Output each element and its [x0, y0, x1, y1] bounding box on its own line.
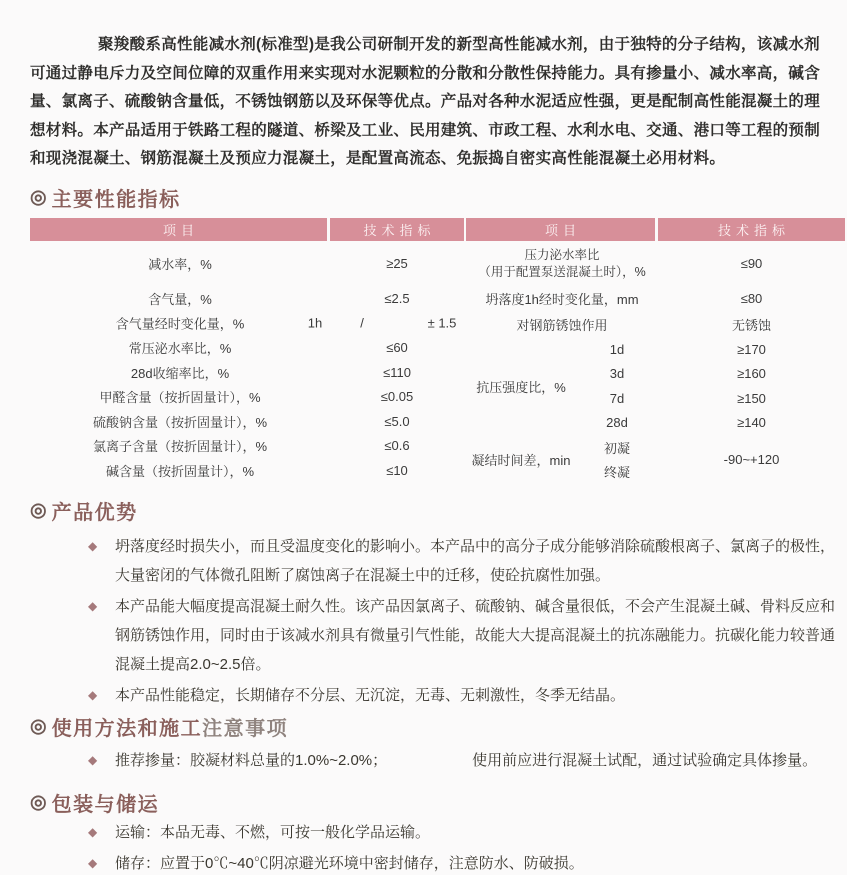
diamond-bullet-icon: ◆: [88, 599, 98, 613]
setting-final: 终凝: [603, 464, 630, 480]
section-marker-icon: ◎: [30, 187, 47, 208]
strength-value: ≥170: [737, 341, 766, 357]
row-label: 含气量，%: [148, 291, 212, 307]
list-item: [88, 681, 836, 710]
setting-time-label: 凝结时间差，min: [471, 452, 571, 468]
advantages-list: [88, 532, 836, 712]
diamond-bullet-icon: ◆: [88, 539, 98, 553]
diamond-bullet-icon: ◆: [88, 688, 98, 702]
section-title-advantages: 产品优势: [51, 502, 138, 524]
setting-value: -90~+120: [723, 451, 780, 467]
row-label-line2: （用于配置泵送混凝土时），%: [478, 264, 646, 279]
row-value: 无锈蚀: [731, 317, 771, 333]
setting-initial: 初凝: [603, 440, 630, 456]
row-label-line1: 压力泌水率比: [524, 248, 600, 262]
usage-note-text: 使用前应进行混凝土试配，通过试验确定具体掺量。: [472, 752, 818, 769]
row-label: 28d收缩率比，%: [130, 365, 230, 381]
section-marker-icon: ◎: [30, 500, 47, 521]
section-marker-icon: ◎: [30, 716, 47, 737]
dosage-text: 推荐掺量：胶凝材料总量的1.0%~2.0%；: [115, 752, 388, 769]
air-change-time: 1h: [307, 315, 323, 331]
section-title-usage-rest: 注意事项: [202, 718, 289, 740]
list-item: [88, 592, 836, 679]
row-label: 常压泌水率比，%: [128, 340, 232, 356]
performance-table: [30, 218, 845, 483]
performance-table-left: [30, 218, 464, 483]
performance-table-right: [466, 218, 845, 483]
usage-list: [88, 746, 836, 777]
strength-age: 1d: [609, 341, 625, 357]
row-label: 硫酸钠含量（按折固量计），%: [92, 414, 268, 430]
row-value: ≥25: [386, 256, 408, 271]
diamond-bullet-icon: ◆: [88, 856, 98, 870]
section-heading-packing: [30, 788, 159, 817]
strength-value: ≥160: [737, 366, 766, 382]
row-value: ± 1.5: [427, 315, 457, 331]
row-value: ≤10: [386, 462, 408, 478]
row-value: ≤0.05: [380, 389, 414, 405]
section-title-performance: 主要性能指标: [51, 189, 181, 211]
row-label: 甲醛含量（按折固量计），%: [99, 390, 261, 406]
list-item: [88, 532, 836, 590]
list-item: [88, 818, 836, 848]
section-title-packing: 包装与储运: [51, 794, 160, 816]
list-item: [88, 746, 836, 775]
row-value: ≤0.6: [384, 438, 410, 454]
strength-ratio-label: 抗压强度比，%: [476, 379, 566, 395]
strength-value: ≥140: [737, 415, 766, 431]
row-label: [466, 241, 658, 286]
section-marker-icon: ◎: [30, 792, 47, 813]
advantage-text: 坍落度经时损失小，而且受温度变化的影响小。本产品中的高分子成分能够消除硫酸根离子、氯离子的极性，大量密闭的气体微孔阻断了腐蚀离子在混凝土中的迁移，使砼抗腐性加强。: [115, 538, 836, 584]
list-item: [88, 849, 836, 875]
storage-text: 储存：应置于0℃~40℃阴凉避光环境中密封储存，注意防水、防破损。: [115, 855, 584, 872]
strength-value: ≥150: [737, 390, 766, 406]
row-label: 氯离子含量（按折固量计），%: [92, 439, 268, 455]
section-title-usage-strong: 使用方法和施工: [51, 718, 203, 740]
packing-list: [88, 818, 836, 875]
strength-age: 28d: [606, 415, 628, 431]
column-header-item: 项目: [30, 218, 330, 241]
diamond-bullet-icon: ◆: [88, 753, 98, 767]
strength-age: 7d: [609, 390, 625, 406]
air-change-row: [30, 311, 464, 336]
advantage-text: 本产品性能稳定，长期储存不分层、无沉淀，无毒、无刺激性，冬季无结晶。: [115, 687, 626, 704]
diamond-bullet-icon: ◆: [88, 825, 98, 839]
section-heading-advantages: [30, 496, 138, 525]
air-change-slash: /: [360, 315, 364, 331]
row-label: 含气量经时变化量，%: [115, 316, 245, 332]
column-header-item: 项目: [466, 218, 658, 241]
column-header-indicator: 技术指标: [330, 218, 464, 241]
row-label: 对钢筋锈蚀作用: [516, 317, 608, 333]
row-label: 碱含量（按折固量计），%: [105, 463, 255, 479]
row-value: ≤80: [740, 291, 763, 306]
intro-paragraph: 聚羧酸系高性能减水剂(标准型)是我公司研制开发的新型高性能减水剂，由于独特的分子结构，该减水剂可通过静电斥力及空间位障的双重作用来实现对水泥颗粒的分散和分散性保持能力。具有掺量小、减水率高，碱含量、氯离子、硫酸钠含量低，不锈蚀钢筋以及环保等优点。产品对各种水泥适应性强，更是配制高性能混凝土的理想材料。本产品适用于铁路工程的隧道、桥梁及工业、民用建筑、市政工程、水利水电、交通、港口等工程的预制和现浇混凝土、钢筋混凝土及预应力混凝土，是配置高流态、免振捣自密实高性能混凝土必用材料。: [30, 36, 821, 167]
row-label: 减水率，%: [148, 257, 212, 272]
row-value: ≤2.5: [384, 290, 410, 306]
transport-text: 运输：本品无毒、不燃，可按一般化学品运输。: [115, 824, 431, 841]
column-header-indicator: 技术指标: [658, 218, 845, 241]
strength-age: 3d: [609, 366, 625, 382]
section-heading-usage: [30, 712, 288, 741]
advantage-text: 本产品能大幅度提高混凝土耐久性。该产品因氯离子、硫酸钠、碱含量很低，不会产生混凝土碱、骨料反应和钢筋锈蚀作用，同时由于该减水剂具有微量引气性能，故能大大提高混凝土的抗冻融能力。抗碳化能力较普通混凝土提高2.0~2.5倍。: [115, 598, 836, 673]
row-value: ≤110: [383, 364, 411, 380]
row-value: ≤5.0: [384, 413, 410, 429]
row-label: 坍落度1h经时变化量，mm: [485, 292, 639, 307]
row-value: ≤60: [386, 339, 408, 355]
row-value: ≤90: [740, 256, 763, 271]
section-heading-performance: [30, 183, 181, 212]
